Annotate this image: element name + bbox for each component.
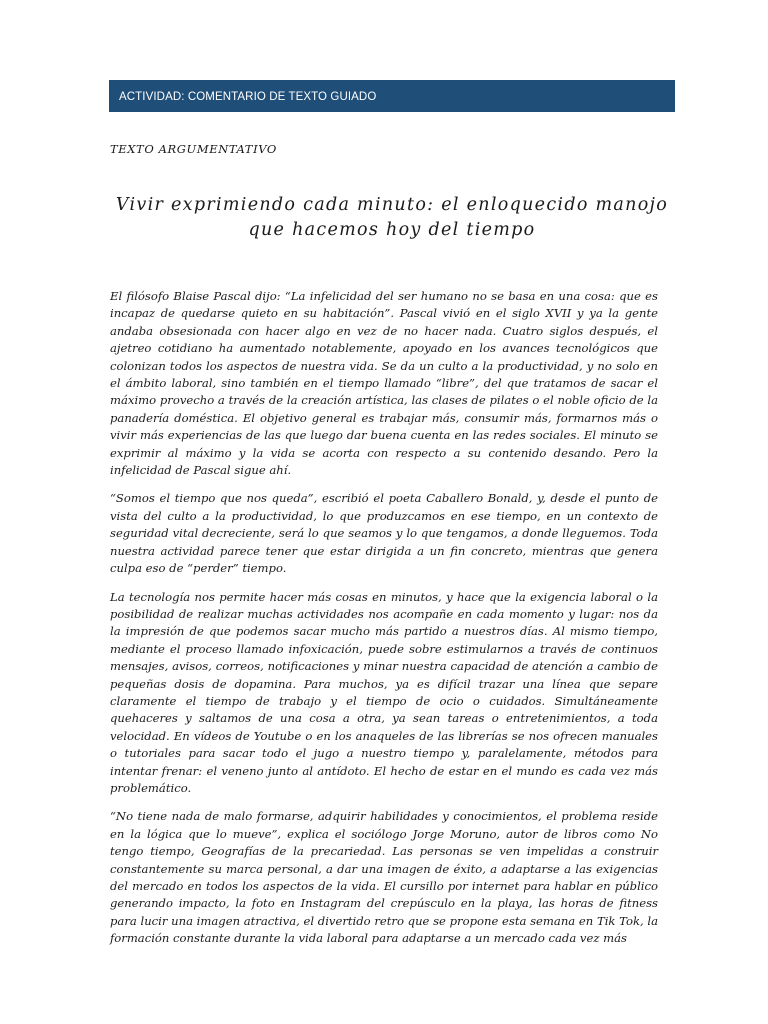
paragraph-1: El filósofo Blaise Pascal dijo: “La infelicidad del ser humano no se basa en una cosa: que es incapaz de quedarse quieto en su habitación”. Pascal vivió en el siglo XVII y ya la gente andaba obsesionada con hacer algo en vez de no hacer nada. Cuatro siglos después, el ajetreo cotidiano ha aumentado notablemente, apoyado en los avances tecnológicos que colonizan todos los aspectos de nuestra vida. Se da un culto a la productividad, y no solo en el ámbito laboral, sino también en el tiempo llamado “libre”, del que tratamos de sacar el máximo provecho a través de la creación artística, las clases de pilates o el noble oficio de la panadería doméstica. El objetivo general es trabajar más, consumir más, formarnos más o vivir más experiencias de las que luego dar buena cuenta en las redes sociales. El minuto se exprimir al máximo y la vida se acorta con respecto a su contenido desando. Pero la infelicidad de Pascal sigue ahí. bbox=[110, 289, 658, 478]
activity-banner-text: ACTIVIDAD: COMENTARIO DE TEXTO GUIADO bbox=[119, 91, 377, 103]
paragraph-4: “No tiene nada de malo formarse, adquirir habilidades y conocimientos, el problema reside en la lógica que lo mueve”, explica el sociólogo Jorge Moruno, autor de libros como No tengo tiempo, Geografías de la precariedad. Las personas se ven impelidas a construir constantemente su marca personal, a dar una imagen de éxito, a adaptarse a las exigencias del mercado en todos los aspectos de la vida. El cursillo por internet para hablar en público generando impacto, la foto en Instagram del crepúsculo en la playa, las horas de fitness para lucir una imagen atractiva, el divertido retro que se propone esta semana en Tik Tok, la formación constante durante la vida laboral para adaptarse a un mercado cada vez más bbox=[110, 809, 658, 946]
article-title bbox=[109, 193, 675, 243]
text-genre-label: TEXTO ARGUMENTATIVO bbox=[110, 142, 277, 156]
article-title-line-1: Vivir exprimiendo cada minuto: el enloquecido manojo bbox=[115, 195, 669, 215]
activity-banner bbox=[109, 80, 675, 112]
paragraph-2: “Somos el tiempo que nos queda”, escribió el poeta Caballero Bonald, y, desde el punto de vista del culto a la productividad, lo que produzcamos en ese tiempo, en un contexto de seguridad vital decreciente, será lo que seamos y lo que tengamos, a donde lleguemos. Toda nuestra actividad parece tener que estar dirigida a un fin concreto, mientras que genera culpa eso de “perder” tiempo. bbox=[110, 491, 658, 576]
paragraph-3: La tecnología nos permite hacer más cosas en minutos, y hace que la exigencia laboral o la posibilidad de realizar muchas actividades nos acompañe en cada momento y lugar: nos da la impresión de que podemos sacar mucho más partido a nuestros días. Al mismo tiempo, mediante el proceso llamado infoxicación, puede sobre estimularnos a través de continuos mensajes, avisos, correos, notificaciones y minar nuestra capacidad de atención a cambio de pequeñas dosis de dopamina. Para muchos, ya es difícil trazar una línea que separe claramente el tiempo de trabajo y el tiempo de ocio o cuidados. Simultáneamente quehaceres y saltamos de una cosa a otra, ya sean tareas o entretenimientos, a toda velocidad. En vídeos de Youtube o en los anaqueles de las librerías se nos ofrecen manuales o tutoriales para sacar todo el jugo a nuestro tiempo y, paralelamente, métodos para intentar frenar: el veneno junto al antídoto. El hecho de estar en el mundo es cada vez más problemático. bbox=[110, 589, 658, 795]
article-title-line-2: que hacemos hoy del tiempo bbox=[248, 220, 536, 240]
article-body bbox=[110, 288, 658, 959]
